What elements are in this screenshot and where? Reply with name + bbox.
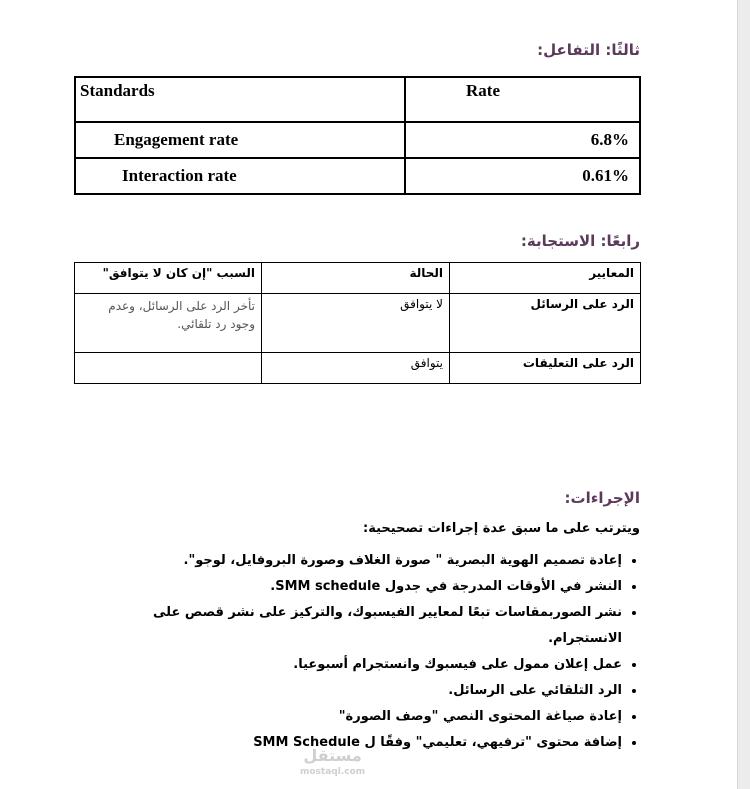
list-item: • النشر في الأوقات المدرجة في جدول SMM schedule.: [132, 574, 622, 600]
header-criteria: المعايير: [450, 263, 641, 294]
header-standards: Standards: [75, 77, 405, 122]
rate-cell: 6.8%: [405, 122, 640, 158]
section3-heading: ثالثًا: التفاعل:: [537, 41, 640, 59]
table-row: [75, 353, 641, 384]
header-rate: Rate: [405, 77, 640, 122]
watermark-text: مستقل: [303, 746, 362, 765]
list-item: • إعادة تصميم الهوية البصرية " صورة الغلاف وصورة البروفايل، لوجو".: [132, 548, 622, 574]
section4-heading: رابعًا: الاستجابة:: [520, 232, 640, 250]
standard-cell: Engagement rate: [75, 122, 405, 158]
table-row: [75, 294, 641, 353]
list-item: • عمل إعلان ممول على فيسبوك وانستجرام أسبوعيا.: [132, 652, 622, 678]
header-status: الحالة: [262, 263, 450, 294]
response-table: [74, 262, 641, 384]
header-reason: السبب "إن كان لا يتوافق": [75, 263, 262, 294]
table-row: [75, 122, 640, 158]
page-margin: [737, 0, 750, 789]
rate-cell: 0.61%: [405, 158, 640, 194]
watermark-url: mostaql.com: [300, 767, 366, 777]
status-cell: لا يتوافق: [262, 294, 450, 353]
actions-heading: الإجراءات:: [564, 489, 640, 507]
standard-cell: Interaction rate: [75, 158, 405, 194]
table-row: [75, 158, 640, 194]
criteria-cell: الرد على التعليقات: [450, 353, 641, 384]
list-item: • إضافة محتوى "ترفيهي، تعليمي" وفقًا ل SMM Schedule: [132, 730, 622, 756]
table-header-row: [75, 263, 641, 294]
reason-cell: [75, 353, 262, 384]
list-item: • إعادة صياغة المحتوى النصي "وصف الصورة": [132, 704, 622, 730]
actions-intro: ويترتب على ما سبق عدة إجراءات تصحيحية:: [363, 521, 640, 536]
watermark: [300, 748, 365, 780]
reason-cell: تأخر الرد على الرسائل، وعدم وجود رد تلقائي.: [75, 294, 262, 353]
actions-list: [132, 548, 640, 756]
list-item: • نشر الصوربمقاسات تبعًا لمعايير الفيسبوك، والتركيز على نشر قصص على الانستجرام.: [132, 600, 622, 652]
status-cell: يتوافق: [262, 353, 450, 384]
table-header-row: [75, 77, 640, 122]
list-item: • الرد التلقائي على الرسائل.: [132, 678, 622, 704]
engagement-table: [74, 76, 641, 195]
criteria-cell: الرد على الرسائل: [450, 294, 641, 353]
